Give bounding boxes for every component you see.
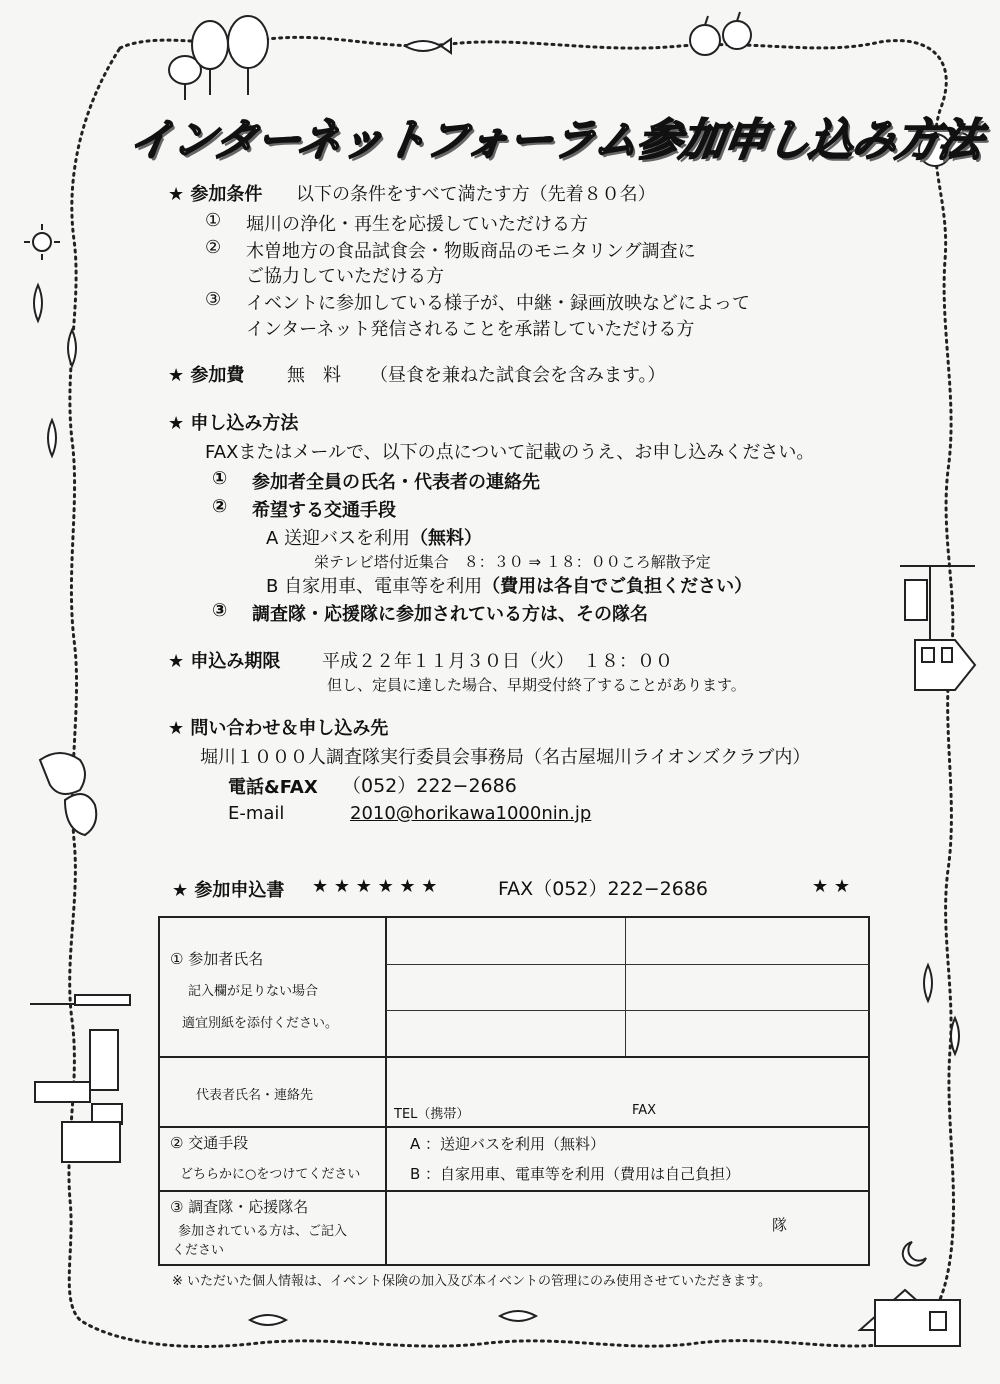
fee-note: （昼食を兼ねた試食会を含みます。） bbox=[370, 365, 666, 386]
trees-illustration bbox=[169, 16, 268, 100]
method-item-text: 希望する交通手段 bbox=[252, 500, 396, 521]
method-item-text: 参加者全員の氏名・代表者の連絡先 bbox=[252, 472, 540, 493]
conditions-item-num: ① bbox=[205, 210, 222, 231]
representative-tel-label: TEL（携帯） bbox=[394, 1107, 470, 1122]
birds-illustration bbox=[40, 753, 96, 835]
conditions-item-text: ご協力していただける方 bbox=[246, 266, 444, 287]
participant-name-field[interactable] bbox=[388, 920, 623, 962]
contact-tel: （052）222−2686 bbox=[342, 775, 517, 797]
participant-name-field[interactable] bbox=[628, 920, 868, 962]
transport-note: どちらかに○をつけてください bbox=[180, 1167, 361, 1182]
transport-choice-b[interactable]: B ：自家用車、電車等を利用（費用は自己負担） bbox=[410, 1165, 741, 1183]
team-name-suffix: 隊 bbox=[772, 1216, 788, 1234]
conditions-item-text: イベントに参加している様子が、中継・録画放映などによって bbox=[246, 293, 750, 314]
method-intro: FAXまたはメールで、以下の点について記載のうえ、お申し込みください。 bbox=[205, 442, 815, 463]
transport-option-a bbox=[266, 524, 482, 550]
transport-label: ② 交通手段 bbox=[170, 1134, 249, 1152]
fee-heading: ★ 参加費 bbox=[168, 365, 245, 386]
participant-name-note: 記入欄が足りない場合 bbox=[188, 984, 319, 999]
representative-label: 代表者氏名・連絡先 bbox=[196, 1088, 314, 1103]
house-illustration bbox=[900, 566, 975, 690]
form-header-label: ★ 参加申込書 bbox=[172, 880, 285, 901]
form-header-stars: ★ ★ ★ ★ ★ ★ bbox=[312, 876, 438, 897]
fee-value: 無 料 bbox=[287, 365, 341, 386]
team-name-note: 参加されている方は、ご記入 bbox=[178, 1224, 348, 1239]
transport-option-a-note: （無料） bbox=[410, 528, 483, 549]
participant-name-field[interactable] bbox=[388, 1012, 623, 1054]
privacy-footnote: ※ いただいた個人情報は、イベント保険の加入及び本イベントの管理にのみ使用させていただきます。 bbox=[172, 1274, 771, 1289]
conditions-item-text: 木曽地方の食品試食会・物販商品のモニタリング調査に bbox=[246, 241, 696, 262]
deadline-note: 但し、定員に達した場合、早期受付終了することがあります。 bbox=[327, 676, 746, 694]
form-header-tail: ★ ★ bbox=[812, 876, 850, 897]
form-row-divider bbox=[158, 1126, 870, 1128]
conditions-heading: ★ 参加条件 bbox=[168, 184, 263, 205]
conditions-item-text: 堀川の浄化・再生を応援していただける方 bbox=[246, 214, 588, 235]
conditions-item-num: ② bbox=[205, 237, 222, 258]
fish-right-illustration bbox=[924, 965, 959, 1054]
contact-heading: ★ 問い合わせ＆申し込み先 bbox=[168, 718, 389, 739]
representative-fax-label: FAX bbox=[632, 1103, 657, 1118]
form-column-divider bbox=[385, 916, 387, 1266]
method-heading: ★ 申し込み方法 bbox=[168, 413, 299, 434]
name-grid-divider bbox=[386, 1010, 870, 1011]
transport-option-a-text: A 送迎バスを利用 bbox=[266, 528, 411, 549]
deadline-heading: ★ 申込み期限 bbox=[168, 651, 281, 672]
form-header-fax: FAX（052）222−2686 bbox=[498, 878, 709, 900]
name-grid-divider bbox=[625, 918, 626, 1056]
fish-bottom-illustration bbox=[250, 1311, 536, 1325]
contact-organization: 堀川１０００人調査隊実行委員会事務局（名古屋堀川ライオンズクラブ内） bbox=[200, 747, 811, 768]
transport-option-b-text: B 自家用車、電車等を利用 bbox=[266, 576, 483, 597]
method-item-text: 調査隊・応援隊に参加されている方は、その隊名 bbox=[252, 604, 648, 625]
deadline-date: 平成２２年１１月３０日（火） １８：００ bbox=[322, 651, 673, 672]
team-name-label: ③ 調査隊・応援隊名 bbox=[170, 1198, 309, 1216]
moon-house-illustration bbox=[860, 1242, 960, 1346]
fish-illustration bbox=[405, 39, 451, 53]
name-grid-divider bbox=[386, 964, 870, 965]
apples-illustration bbox=[690, 12, 751, 55]
transport-choice-a[interactable]: A ：送迎バスを利用（無料） bbox=[410, 1135, 606, 1153]
participant-name-field[interactable] bbox=[628, 966, 868, 1008]
contact-email-label: E-mail bbox=[228, 803, 285, 824]
transport-option-a-detail: 栄テレビ塔付近集合 ８：３０ ⇒ １８：００ころ解散予定 bbox=[314, 553, 711, 571]
participant-name-label: ① 参加者氏名 bbox=[170, 950, 264, 968]
sun-illustration bbox=[24, 224, 60, 260]
participant-name-field[interactable] bbox=[628, 1012, 868, 1054]
team-name-note: ください bbox=[172, 1243, 225, 1258]
participant-name-note: 適宜別紙を添付ください。 bbox=[182, 1016, 339, 1031]
participant-name-field[interactable] bbox=[388, 966, 623, 1008]
team-name-field[interactable] bbox=[388, 1192, 768, 1262]
conditions-item-num: ③ bbox=[205, 289, 222, 310]
method-item-num: ③ bbox=[212, 600, 228, 621]
transport-option-b-note: （費用は各自でご負担ください） bbox=[482, 576, 753, 597]
method-item-num: ② bbox=[212, 496, 228, 517]
method-item-num: ① bbox=[212, 468, 228, 489]
representative-contact-field[interactable] bbox=[388, 1058, 868, 1124]
city-buildings-illustration bbox=[30, 995, 130, 1162]
contact-email-link[interactable]: 2010@horikawa1000nin.jp bbox=[350, 803, 592, 824]
contact-tel-label: 電話&FAX bbox=[228, 777, 318, 798]
page-title: インターネットフォーラム参加申し込み方法 bbox=[125, 115, 986, 166]
transport-option-b bbox=[266, 572, 752, 598]
conditions-item-text: インターネット発信されることを承諾していただける方 bbox=[246, 319, 695, 340]
conditions-intro: 以下の条件をすべて満たす方（先着８０名） bbox=[296, 184, 656, 205]
